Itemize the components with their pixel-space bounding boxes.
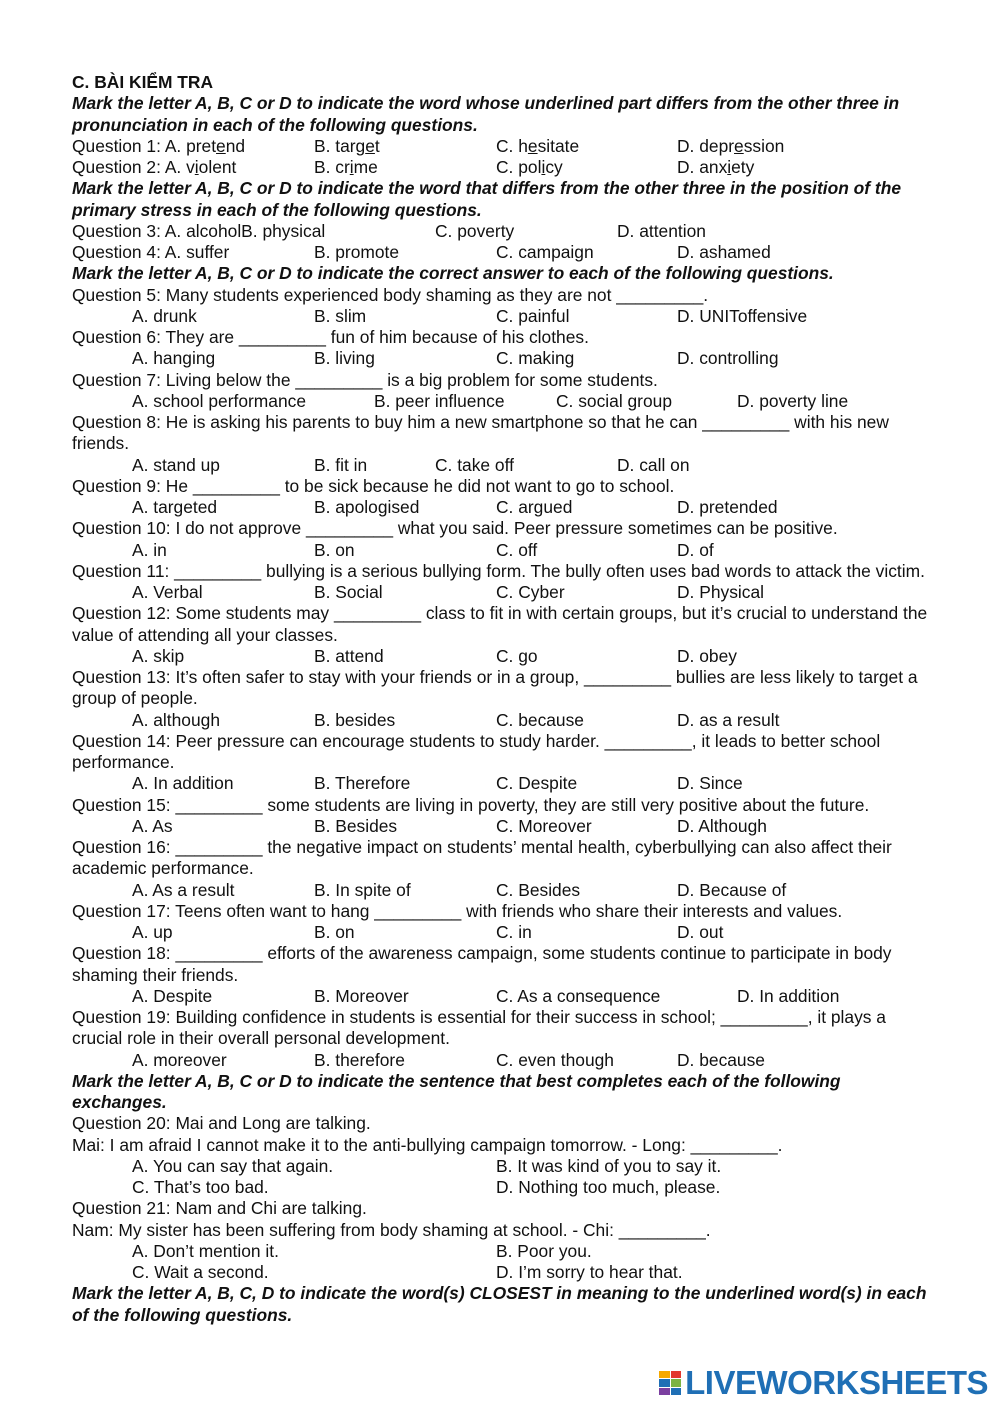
question-options (72, 497, 932, 518)
answer-option[interactable]: C. even though (496, 1049, 614, 1070)
q21-options-row2 (72, 1262, 932, 1283)
question-options (72, 540, 932, 561)
q21-option-b[interactable]: B. Poor you. (496, 1240, 592, 1261)
answer-option[interactable]: C. Cyber (496, 582, 565, 602)
answer-option[interactable]: A. school performance (132, 390, 306, 411)
answer-option[interactable]: C. As a consequence (496, 985, 661, 1006)
q1-option-b[interactable]: B. target (314, 135, 380, 156)
answer-option[interactable]: A. up (132, 922, 173, 942)
answer-option[interactable]: C. take off (435, 454, 514, 475)
answer-option[interactable]: A. hanging (132, 348, 216, 369)
answer-option[interactable]: B. In spite of (314, 879, 411, 900)
answer-option[interactable]: C. Despite (496, 773, 578, 794)
q20-option-c[interactable]: C. That’s too bad. (132, 1177, 269, 1197)
question-options (72, 646, 932, 667)
answer-option[interactable]: D. Because of (677, 879, 787, 900)
answer-option[interactable]: A. Verbal (132, 582, 203, 602)
question-stem: Question 9: He _________ to be sick because he did not want to go to school. (72, 475, 675, 496)
question-options (72, 710, 932, 731)
answer-option[interactable]: D. controlling (677, 348, 779, 369)
answer-option[interactable]: A. although (132, 709, 220, 730)
q21-stem: Question 21: Nam and Chi are talking. (72, 1198, 367, 1219)
worksheet-document (72, 72, 932, 1326)
answer-option[interactable]: C. painful (496, 305, 570, 326)
q2-option-d[interactable]: D. anxiety (677, 157, 755, 177)
question-stem: Question 19: Building confidence in students is essential for their success in school; _________, it plays a crucial role in their overall personal development. (72, 1007, 886, 1049)
answer-option[interactable]: D. poverty line (737, 390, 849, 411)
brand-name: LIVEWORKSHEETS (685, 1364, 988, 1401)
answer-option[interactable]: B. on (314, 539, 355, 560)
answer-option[interactable]: B. Moreover (314, 985, 409, 1006)
answer-option[interactable]: B. on (314, 922, 355, 942)
question-4: Question 4: A. suffer B. promote C. campaign D. ashamed (72, 242, 771, 262)
answer-option[interactable]: D. as a result (677, 709, 780, 730)
answer-option[interactable]: C. argued (496, 497, 573, 517)
question-options (72, 306, 932, 327)
answer-option[interactable]: A. targeted (132, 497, 218, 517)
q20-options-row1 (72, 1156, 932, 1177)
question-stem: Question 14: Peer pressure can encourage students to study harder. _________, it leads to better school performance. (72, 730, 881, 772)
answer-option[interactable]: D. because (677, 1049, 765, 1070)
question-stem: Question 11: _________ bullying is a serious bullying form. The bully often uses bad words to attack the victim. (72, 560, 925, 581)
question-stem: Question 12: Some students may _________ class to fit in with certain groups, but it’s crucial to understand the value of attending all your classes. (72, 603, 928, 645)
q20-option-a[interactable]: A. You can say that again. (132, 1155, 334, 1176)
answer-option[interactable]: B. Besides (314, 815, 398, 836)
question-options (72, 1050, 932, 1071)
answer-option[interactable]: A. As a result (132, 879, 235, 900)
question-3: Question 3: A. alcoholB. physical C. poverty D. attention (72, 220, 706, 241)
question-stem: Question 15: _________ some students are living in poverty, they are still very positive about the future. (72, 794, 870, 815)
answer-option[interactable]: D. In addition (737, 985, 840, 1006)
answer-option[interactable]: D. out (677, 922, 724, 942)
question-options (72, 391, 932, 412)
instruction-stress: Mark the letter A, B, C or D to indicate the word that differs from the other three in the position of the primary stress in each of the following questions. (72, 178, 902, 220)
answer-option[interactable]: B. apologised (314, 497, 420, 517)
answer-option[interactable]: C. social group (556, 390, 672, 411)
question-options (72, 922, 932, 943)
answer-option[interactable]: D. UNIToffensive (677, 305, 808, 326)
answer-option[interactable]: A. As (132, 815, 173, 836)
liveworksheets-logo-icon (659, 1371, 681, 1395)
answer-option[interactable]: C. making (496, 348, 575, 369)
question-options (72, 986, 932, 1007)
question-stem: Question 8: He is asking his parents to buy him a new smartphone so that he can _________ with his new friends. (72, 412, 889, 454)
question-options (72, 455, 932, 476)
answer-option[interactable]: D. obey (677, 645, 737, 666)
instruction-closest-meaning: Mark the letter A, B, C, D to indicate the word(s) CLOSEST in meaning to the underlined word(s) in each of the following questions. (72, 1283, 927, 1325)
q3-option-c[interactable]: C. poverty (435, 220, 515, 241)
q2-option-c[interactable]: C. policy (496, 157, 563, 177)
question-stem: Question 18: _________ efforts of the awareness campaign, some students continue to participate in body shaming their friends. (72, 943, 892, 985)
question-stem: Question 17: Teens often want to hang _________ with friends who share their interests and values. (72, 900, 843, 921)
question-stem: Question 6: They are _________ fun of him because of his clothes. (72, 327, 589, 347)
answer-option[interactable]: C. go (496, 645, 538, 666)
instruction-correct-answer: Mark the letter A, B, C or D to indicate the correct answer to each of the following questions. (72, 263, 834, 284)
q21-option-c[interactable]: C. Wait a second. (132, 1262, 269, 1282)
question-options (72, 880, 932, 901)
question-stem: Question 7: Living below the _________ is a big problem for some students. (72, 369, 658, 390)
brand-watermark[interactable] (659, 1364, 988, 1402)
answer-option[interactable]: A. in (132, 539, 167, 560)
answer-option[interactable]: A. In addition (132, 773, 234, 794)
answer-option[interactable]: C. Besides (496, 879, 581, 900)
question-stem: Question 13: It’s often safer to stay with your friends or in a group, _________ bullies are less likely to target a group of people. (72, 667, 918, 709)
answer-option[interactable]: B. besides (314, 709, 396, 730)
answer-option[interactable]: A. drunk (132, 305, 197, 326)
answer-option[interactable]: C. Moreover (496, 815, 592, 836)
q21-options-row1 (72, 1241, 932, 1262)
question-1: Question 1: A. pretend B. target C. hesitate D. depression (72, 135, 785, 156)
question-options (72, 773, 932, 794)
q4-option-d[interactable]: D. ashamed (677, 242, 771, 262)
answer-option[interactable]: C. in (496, 922, 532, 942)
answer-option[interactable]: D. call on (617, 454, 690, 475)
q20-options-row2 (72, 1177, 932, 1198)
answer-option[interactable]: D. Since (677, 773, 743, 794)
answer-option[interactable]: B. slim (314, 305, 367, 326)
answer-option[interactable]: A. skip (132, 645, 185, 666)
q21-option-d[interactable]: D. I’m sorry to hear that. (496, 1262, 683, 1282)
question-stem: Question 5: Many students experienced body shaming as they are not _________. (72, 284, 709, 305)
answer-option[interactable]: B. Therefore (314, 773, 411, 794)
question-stem: Question 16: _________ the negative impact on students’ mental health, cyberbullying can also affect their academic performance. (72, 837, 892, 879)
q20-dialogue: Mai: I am afraid I cannot make it to the anti-bullying campaign tomorrow. - Long: _________. (72, 1134, 783, 1155)
answer-option[interactable]: A. moreover (132, 1049, 227, 1070)
answer-option[interactable]: B. living (314, 348, 375, 369)
question-options (72, 816, 932, 837)
q4-option-b[interactable]: B. promote (314, 242, 400, 262)
answer-option[interactable]: A. stand up (132, 454, 220, 475)
answer-option[interactable]: A. Despite (132, 985, 213, 1006)
section-title: C. BÀI KIỂM TRA (72, 72, 214, 92)
answer-option[interactable]: D. pretended (677, 497, 778, 517)
answer-option[interactable]: B. peer influence (374, 390, 505, 411)
multiple-choice-questions (72, 285, 932, 1071)
answer-option[interactable]: B. Social (314, 582, 383, 602)
answer-option[interactable]: C. off (496, 539, 538, 560)
q20-stem: Question 20: Mai and Long are talking. (72, 1113, 371, 1134)
q1-option-d[interactable]: D. depression (677, 135, 785, 156)
answer-option[interactable]: C. because (496, 709, 584, 730)
answer-option[interactable]: B. fit in (314, 454, 368, 475)
question-options (72, 348, 932, 369)
q21-option-a[interactable]: A. Don’t mention it. (132, 1240, 279, 1261)
answer-option[interactable]: B. attend (314, 645, 384, 666)
question-stem: Question 10: I do not approve _________ what you said. Peer pressure sometimes can be positive. (72, 518, 838, 539)
answer-option[interactable]: D. Physical (677, 582, 764, 602)
question-options (72, 582, 932, 603)
answer-option[interactable]: D. of (677, 539, 714, 560)
q20-option-d[interactable]: D. Nothing too much, please. (496, 1177, 721, 1197)
q3-option-d[interactable]: D. attention (617, 220, 706, 241)
instruction-exchanges: Mark the letter A, B, C or D to indicate the sentence that best completes each of the following exchanges. (72, 1070, 841, 1112)
instruction-pronunciation: Mark the letter A, B, C or D to indicate the word whose underlined part differs from the other three in pronunciation in each of the following questions. (72, 93, 900, 135)
q21-dialogue: Nam: My sister has been suffering from body shaming at school. - Chi: _________. (72, 1219, 711, 1240)
question-2: Question 2: A. violent B. crime C. policy D. anxiety (72, 157, 755, 177)
answer-option[interactable]: D. Although (677, 815, 767, 836)
q2-option-b[interactable]: B. crime (314, 157, 378, 177)
q20-option-b[interactable]: B. It was kind of you to say it. (496, 1155, 722, 1176)
q1-option-c[interactable]: C. hesitate (496, 135, 580, 156)
answer-option[interactable]: B. therefore (314, 1049, 405, 1070)
q4-option-c[interactable]: C. campaign (496, 242, 594, 262)
